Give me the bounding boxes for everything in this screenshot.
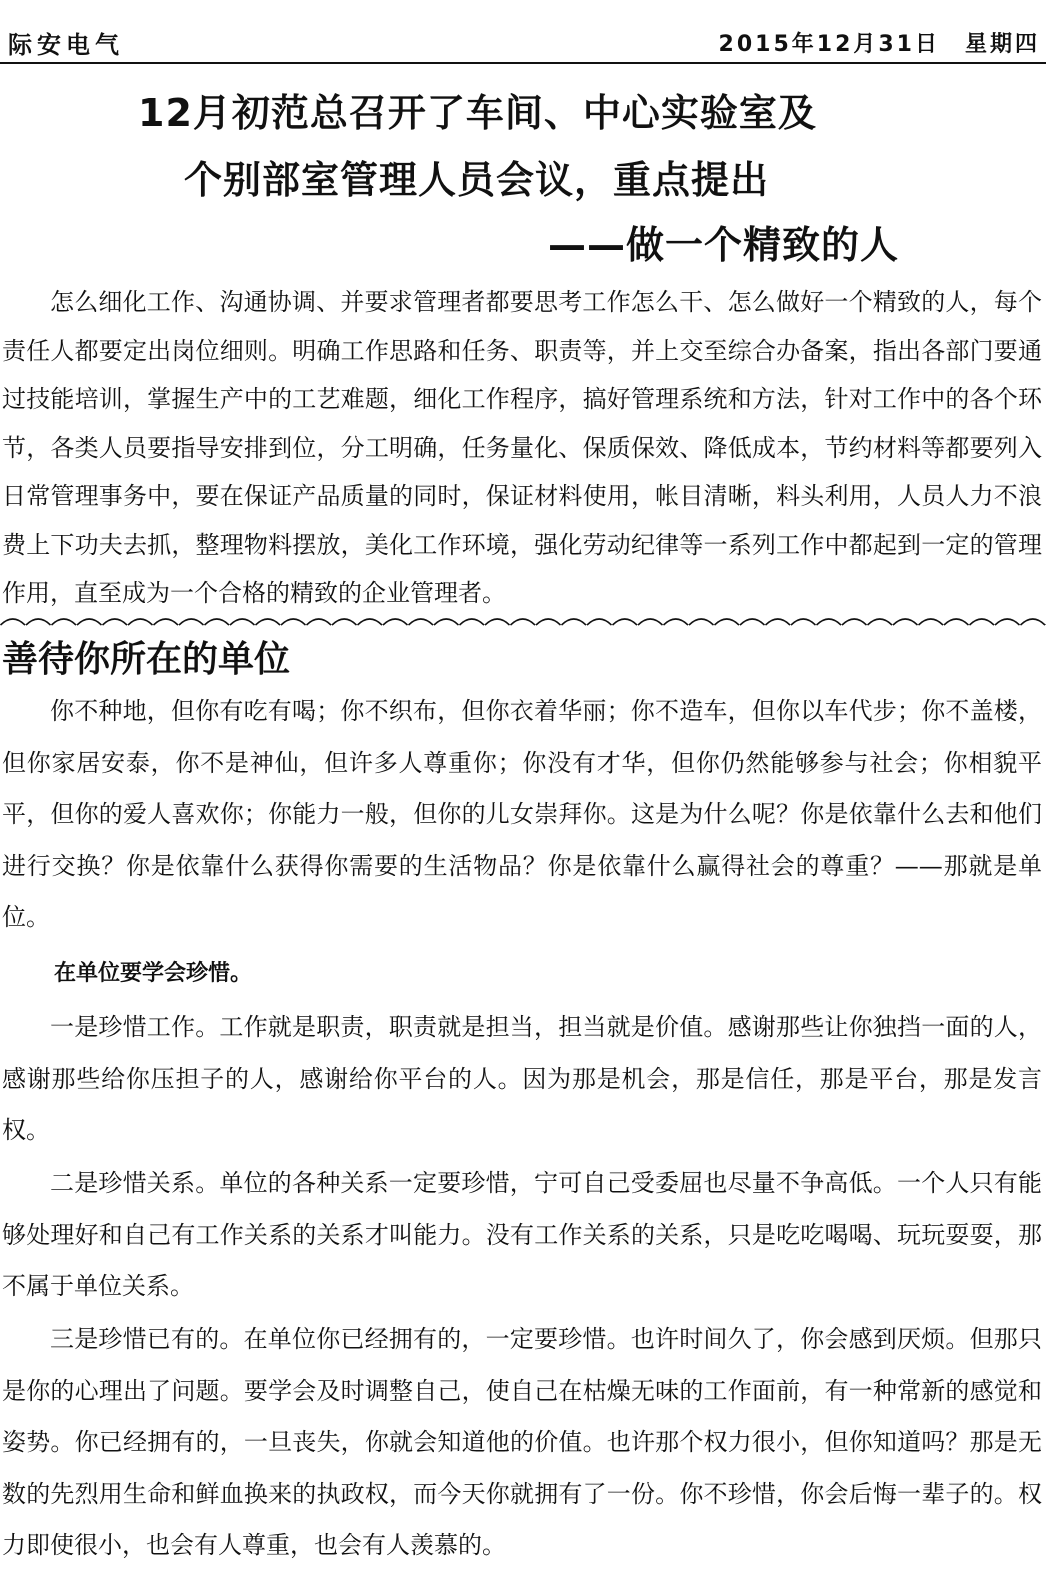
masthead bbox=[0, 0, 1046, 64]
article2-intro: 你不种地，但你有吃有喝；你不织布，但你衣着华丽；你不造车，但你以车代步；你不盖楼，但你家居安泰，你不是神仙，但许多人尊重你；你没有才华，但你仍然能够参与社会；你相貌平平，但你的爱人喜欢你；你能力一般，但你的儿女崇拜你。这是为什么呢？你是依靠什么去和他们进行交换？你是依靠什么获得你需要的生活物品？你是依靠什么赢得社会的尊重？——那就是单位。 bbox=[2, 697, 1042, 931]
article1-headline-line2: 个别部室管理人员会议，重点提出 bbox=[184, 158, 770, 202]
masthead-rule bbox=[0, 62, 1046, 64]
article2-point-1: 一是珍惜工作。工作就是职责，职责就是担当，担当就是价值。感谢那些让你独挡一面的人，感谢那些给你压担子的人，感谢给你平台的人。因为那是机会，那是信任，那是平台，那是发言权。 bbox=[2, 1013, 1042, 1144]
article2-subheading: 在单位要学会珍惜。 bbox=[54, 961, 253, 986]
article1-headline-line3: ——做一个精致的人 bbox=[548, 223, 900, 267]
article2-title: 善待你所在的单位 bbox=[2, 639, 291, 680]
publication-name: 际安电气 bbox=[8, 31, 124, 59]
article2-point-2: 二是珍惜关系。单位的各种关系一定要珍惜，宁可自己受委屈也尽量不争高低。一个人只有能够处理好和自己有工作关系的关系才叫能力。没有工作关系的关系，只是吃吃喝喝、玩玩耍耍，那不属于单位关系。 bbox=[2, 1169, 1042, 1300]
scalloped-divider bbox=[0, 612, 1046, 628]
article1-paragraph: 怎么细化工作、沟通协调、并要求管理者都要思考工作怎么干、怎么做好一个精致的人，每个责任人都要定出岗位细则。明确工作思路和任务、职责等，并上交至综合办备案，指出各部门要通过技能培训，掌握生产中的工艺难题，细化工作程序，搞好管理系统和方法，针对工作中的各个环节，各类人员要指导安排到位，分工明确，任务量化、保质保效、降低成本，节约材料等都要列入日常管理事务中，要在保证产品质量的同时，保证材料使用，帐目清晰，料头利用，人员人力不浪费上下功夫去抓，整理物料摆放，美化工作环境，强化劳动纪律等一系列工作中都起到一定的管理作用，直至成为一个合格的精致的企业管理者。 bbox=[2, 288, 1042, 607]
article2-point-3: 三是珍惜已有的。在单位你已经拥有的，一定要珍惜。也许时间久了，你会感到厌烦。但那只是你的心理出了问题。要学会及时调整自己，使自己在枯燥无味的工作面前，有一种常新的感觉和姿势。你已经拥有的，一旦丧失，你就会知道他的价值。也许那个权力很小，但你知道吗？那是无数的先烈用生命和鲜血换来的执政权，而今天你就拥有了一份。你不珍惜，你会后悔一辈子的。权力即使很小，也会有人尊重，也会有人羡慕的。 bbox=[2, 1325, 1042, 1559]
issue-date: 2015年12月31日 星期四 bbox=[718, 32, 1040, 57]
article1-headline-line1: 12月初范总召开了车间、中心实验室及 bbox=[138, 91, 817, 135]
